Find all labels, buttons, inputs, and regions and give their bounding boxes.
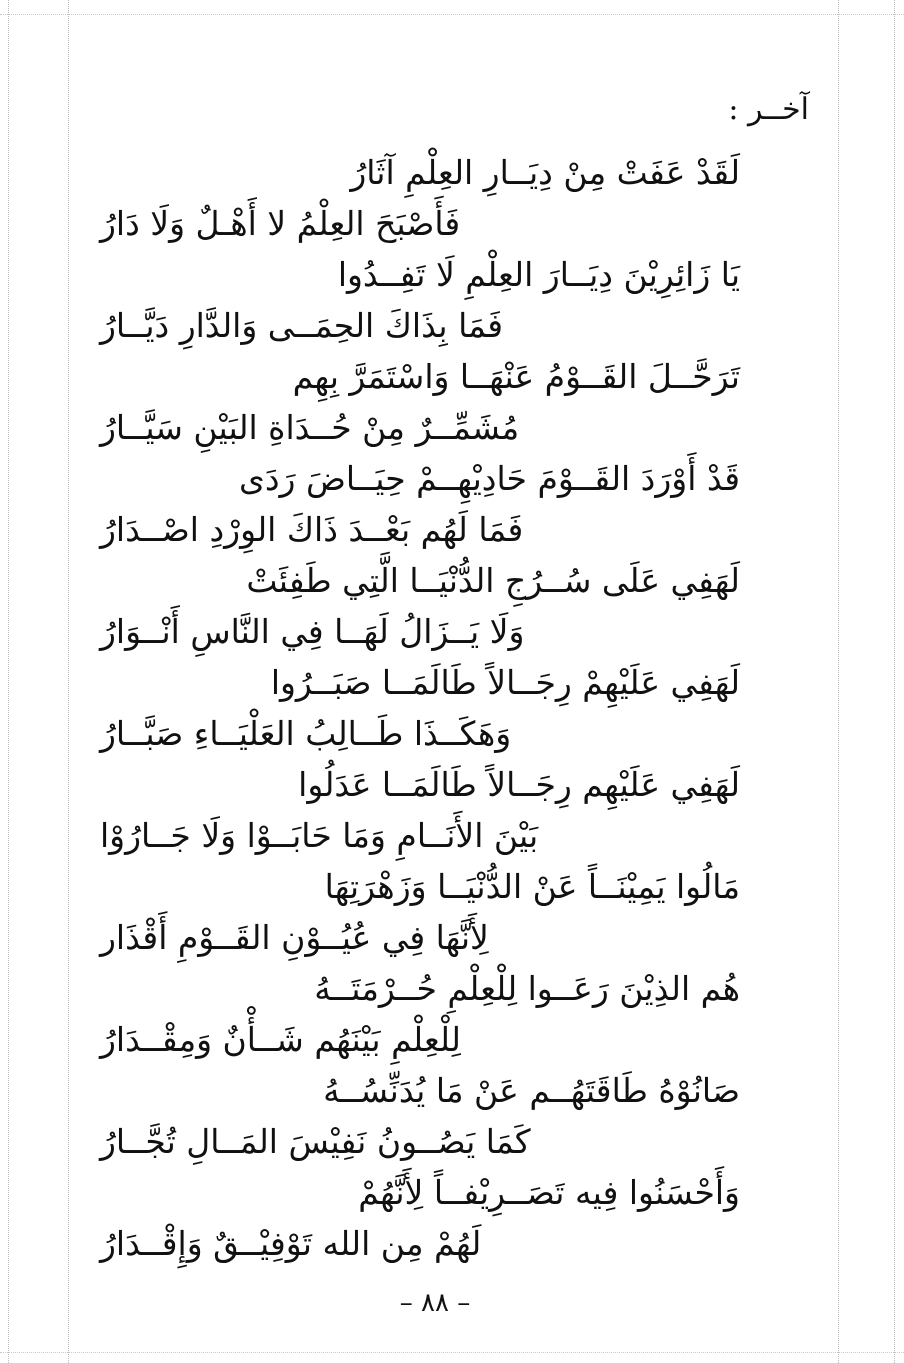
verse xyxy=(100,760,740,862)
scan-guide-line xyxy=(894,0,895,1363)
poem xyxy=(100,148,740,1270)
verse xyxy=(100,454,740,556)
verse-first-hemistich: لَهَفِي عَلَيْهِم رِجَــالاً طَالَمَــا عَدَلُوا xyxy=(298,765,740,804)
verse-second-hemistich: مُشَمِّــرٌ مِنْ حُــدَاةِ البَيْنِ سَيَّــارُ xyxy=(100,408,520,447)
verse xyxy=(100,352,740,454)
verse xyxy=(100,862,740,964)
verse-second-hemistich: فَمَا بِذَاكَ الحِمَــى وَالدَّارِ دَيَّــارُ xyxy=(100,306,503,345)
verse-second-hemistich: لَهُمْ مِن الله تَوْفِيْــقٌ وَإِقْــدَارُ xyxy=(100,1224,482,1263)
scan-guide-line xyxy=(0,1352,904,1353)
scan-guide-line xyxy=(8,0,9,1363)
verse-second-hemistich: فَأَصْبَحَ العِلْمُ لا أَهْـلٌ وَلَا دَارُ xyxy=(100,204,461,243)
verse-first-hemistich: لَقَدْ عَفَتْ مِنْ دِيَــارِ العِلْمِ آثَارُ xyxy=(350,153,740,192)
verse-first-hemistich: تَرَحَّــلَ القَــوْمُ عَنْهَــا وَاسْتَمَرَّ بِهِم xyxy=(292,357,740,396)
scan-guide-line xyxy=(68,0,69,1363)
verse xyxy=(100,964,740,1066)
page-number: – ٨٨ – xyxy=(399,1288,471,1318)
verse-second-hemistich: بَيْنَ الأَنَــامِ وَمَا حَابَــوْا وَلَا جَــارُوْا xyxy=(100,816,539,855)
verse-first-hemistich: صَانُوْهُ طَاقَتَهُــم عَنْ مَا يُدَنِّسُــهُ xyxy=(323,1071,740,1110)
verse xyxy=(100,1066,740,1168)
verse-second-hemistich: وَلَا يَــزَالُ لَهَــا فِي النَّاسِ أَنْــوَارُ xyxy=(100,612,525,651)
verse-first-hemistich: لَهَفِي عَلَيْهِمْ رِجَــالاً طَالَمَــا صَبَــرُوا xyxy=(270,663,740,702)
verse-first-hemistich: لَهَفِي عَلَى سُــرُجِ الدُّنْيَــا الَّتِي طَفِئَتْ xyxy=(246,561,740,600)
verse xyxy=(100,1168,740,1270)
verse-second-hemistich: لِلْعِلْمِ بَيْنَهُم شَــأْنٌ وَمِقْــدَارُ xyxy=(100,1020,461,1059)
scan-guide-line xyxy=(838,0,839,1363)
verse-second-hemistich: فَمَا لَهُم بَعْــدَ ذَاكَ الوِرْدِ اصْــدَارُ xyxy=(100,510,524,549)
verse xyxy=(100,556,740,658)
verse xyxy=(100,148,740,250)
verse-first-hemistich: يَا زَائِرِيْنَ دِيَــارَ العِلْمِ لَا تَفِــدُوا xyxy=(337,255,740,294)
section-heading: آخــر : xyxy=(728,92,809,127)
verse-first-hemistich: قَدْ أَوْرَدَ القَــوْمَ حَادِيْهِــمْ حِيَــاضَ رَدَى xyxy=(239,459,740,498)
verse-second-hemistich: وَهَكَــذَا طَــالِبُ العَلْيَــاءِ صَبَّــارُ xyxy=(100,714,512,753)
verse-first-hemistich: هُم الذِيْنَ رَعَــوا لِلْعِلْمِ حُــرْمَتَــهُ xyxy=(314,969,740,1008)
verse xyxy=(100,250,740,352)
verse-first-hemistich: مَالُوا يَمِيْنَــاً عَنْ الدُّنْيَــا وَزَهْرَتِهَا xyxy=(324,867,740,906)
scan-guide-line xyxy=(0,14,904,15)
verse-first-hemistich: وَأَحْسَنُوا فِيه تَصَــرِيْفــاً لِأَنَّهُمْ xyxy=(358,1173,740,1212)
verse-second-hemistich: كَمَا يَصُــونُ نَفِيْسَ المَــالِ تُجَّــارُ xyxy=(100,1122,531,1161)
verse-second-hemistich: لِأَنَّهَا فِي عُيُــوْنِ القَــوْمِ أَقْذَار xyxy=(100,918,489,957)
verse xyxy=(100,658,740,760)
